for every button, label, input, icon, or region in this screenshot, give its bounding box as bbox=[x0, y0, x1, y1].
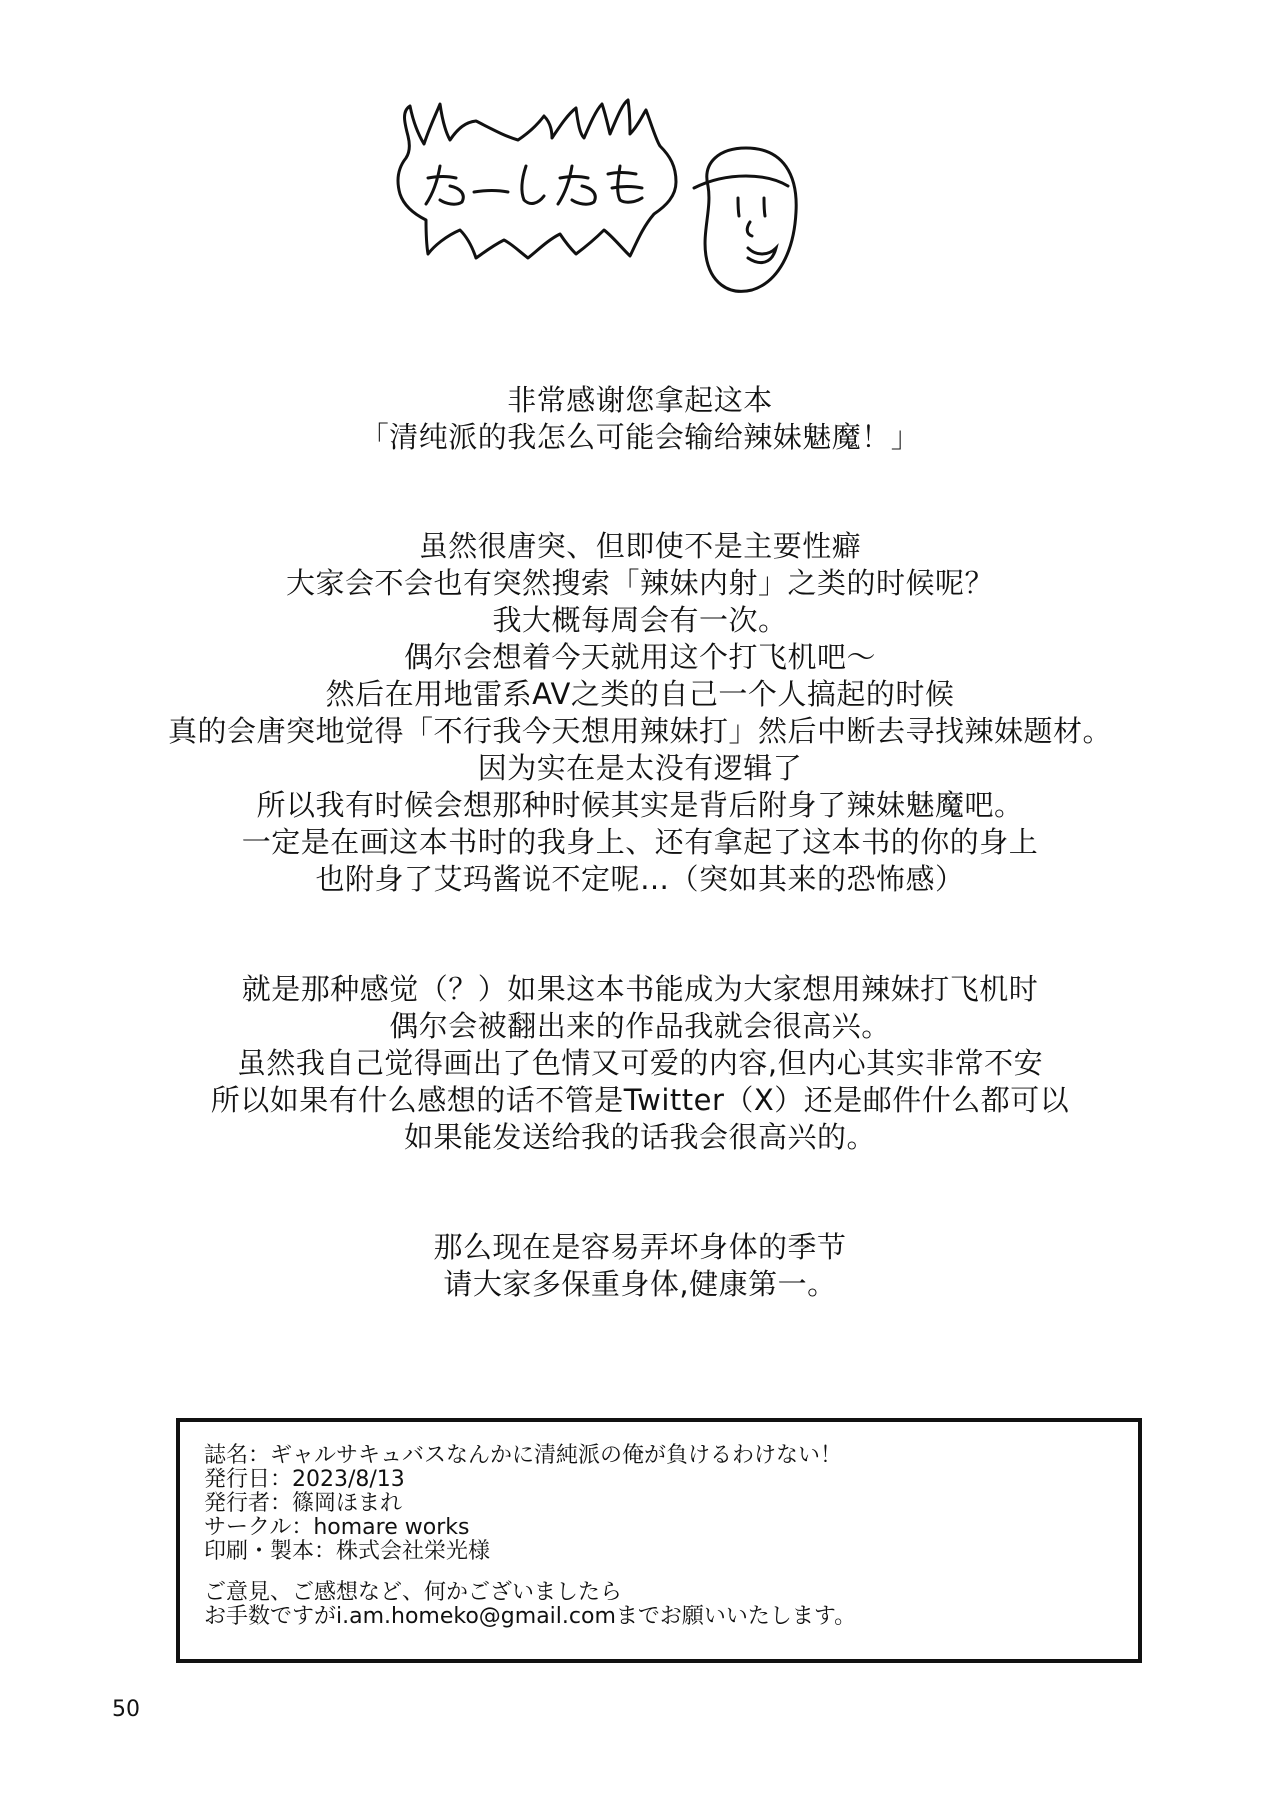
afterword-paragraph-3 bbox=[0, 971, 1280, 1156]
colophon-circle: サークル：homare works bbox=[204, 1515, 470, 1540]
text-line: 然后在用地雷系AV之类的自己一个人搞起的时候 bbox=[325, 677, 955, 711]
text-line: 偶尔会被翻出来的作品我就会很高兴。 bbox=[389, 1009, 891, 1043]
text-line: 虽然很唐突、但即使不是主要性癖 bbox=[418, 529, 862, 563]
text-line: 因为实在是太没有逻辑了 bbox=[477, 751, 803, 785]
text-line: 虽然我自己觉得画出了色情又可爱的内容,但内心其实非常不安 bbox=[236, 1046, 1044, 1080]
colophon-contact-line-2: お手数ですがi.am.homeko@gmail.comまでお願いいたします。 bbox=[204, 1604, 857, 1629]
text-line: 我大概每周会有一次。 bbox=[492, 603, 788, 637]
text-line: 「清纯派的我怎么可能会输给辣妹魅魔！」 bbox=[359, 420, 921, 454]
afterword-doodle bbox=[380, 96, 940, 326]
speech-bubble-lettering bbox=[426, 166, 642, 204]
colophon-printer: 印刷・製本：株式会社栄光様 bbox=[204, 1539, 491, 1564]
afterword-paragraph-2 bbox=[0, 528, 1280, 898]
text-line: 那么现在是容易弄坏身体的季节 bbox=[433, 1230, 847, 1264]
text-line: 请大家多保重身体,健康第一。 bbox=[443, 1267, 837, 1301]
colophon-date: 発行日：2023/8/13 bbox=[204, 1467, 405, 1492]
colophon-box bbox=[176, 1418, 1142, 1663]
text-line: 真的会唐突地觉得「不行我今天想用辣妹打」然后中断去寻找辣妹题材。 bbox=[167, 714, 1112, 748]
afterword-paragraph-1 bbox=[0, 382, 1280, 456]
text-line: 就是那种感觉（？）如果这本书能成为大家想用辣妹打飞机时 bbox=[241, 972, 1039, 1006]
doodle-face bbox=[694, 148, 796, 291]
page-number: 50 bbox=[112, 1697, 140, 1722]
text-line: 非常感谢您拿起这本 bbox=[507, 383, 773, 417]
text-line: 所以如果有什么感想的话不管是Twitter（X）还是邮件什么都可以 bbox=[210, 1083, 1070, 1117]
colophon-contact-line-1: ご意見、ご感想など、何かございましたら bbox=[204, 1580, 623, 1605]
text-line: 偶尔会想着今天就用这个打飞机吧～ bbox=[403, 640, 876, 674]
colophon-title: 誌名：ギャルサキュバスなんかに清純派の俺が負けるわけない！ bbox=[204, 1443, 843, 1468]
text-line: 一定是在画这本书时的我身上、还有拿起了这本书的你的身上 bbox=[241, 825, 1039, 859]
colophon-publisher: 発行者：篠岡ほまれ bbox=[204, 1491, 403, 1516]
text-line: 所以我有时候会想那种时候其实是背后附身了辣妹魅魔吧。 bbox=[256, 788, 1024, 822]
text-line: 如果能发送给我的话我会很高兴的。 bbox=[403, 1120, 876, 1154]
text-line: 也附身了艾玛酱说不定呢…（突如其来的恐怖感） bbox=[315, 862, 965, 896]
text-line: 大家会不会也有突然搜索「辣妹内射」之类的时候呢？ bbox=[285, 566, 994, 600]
speech-bubble bbox=[398, 100, 676, 258]
afterword-paragraph-4 bbox=[0, 1229, 1280, 1303]
